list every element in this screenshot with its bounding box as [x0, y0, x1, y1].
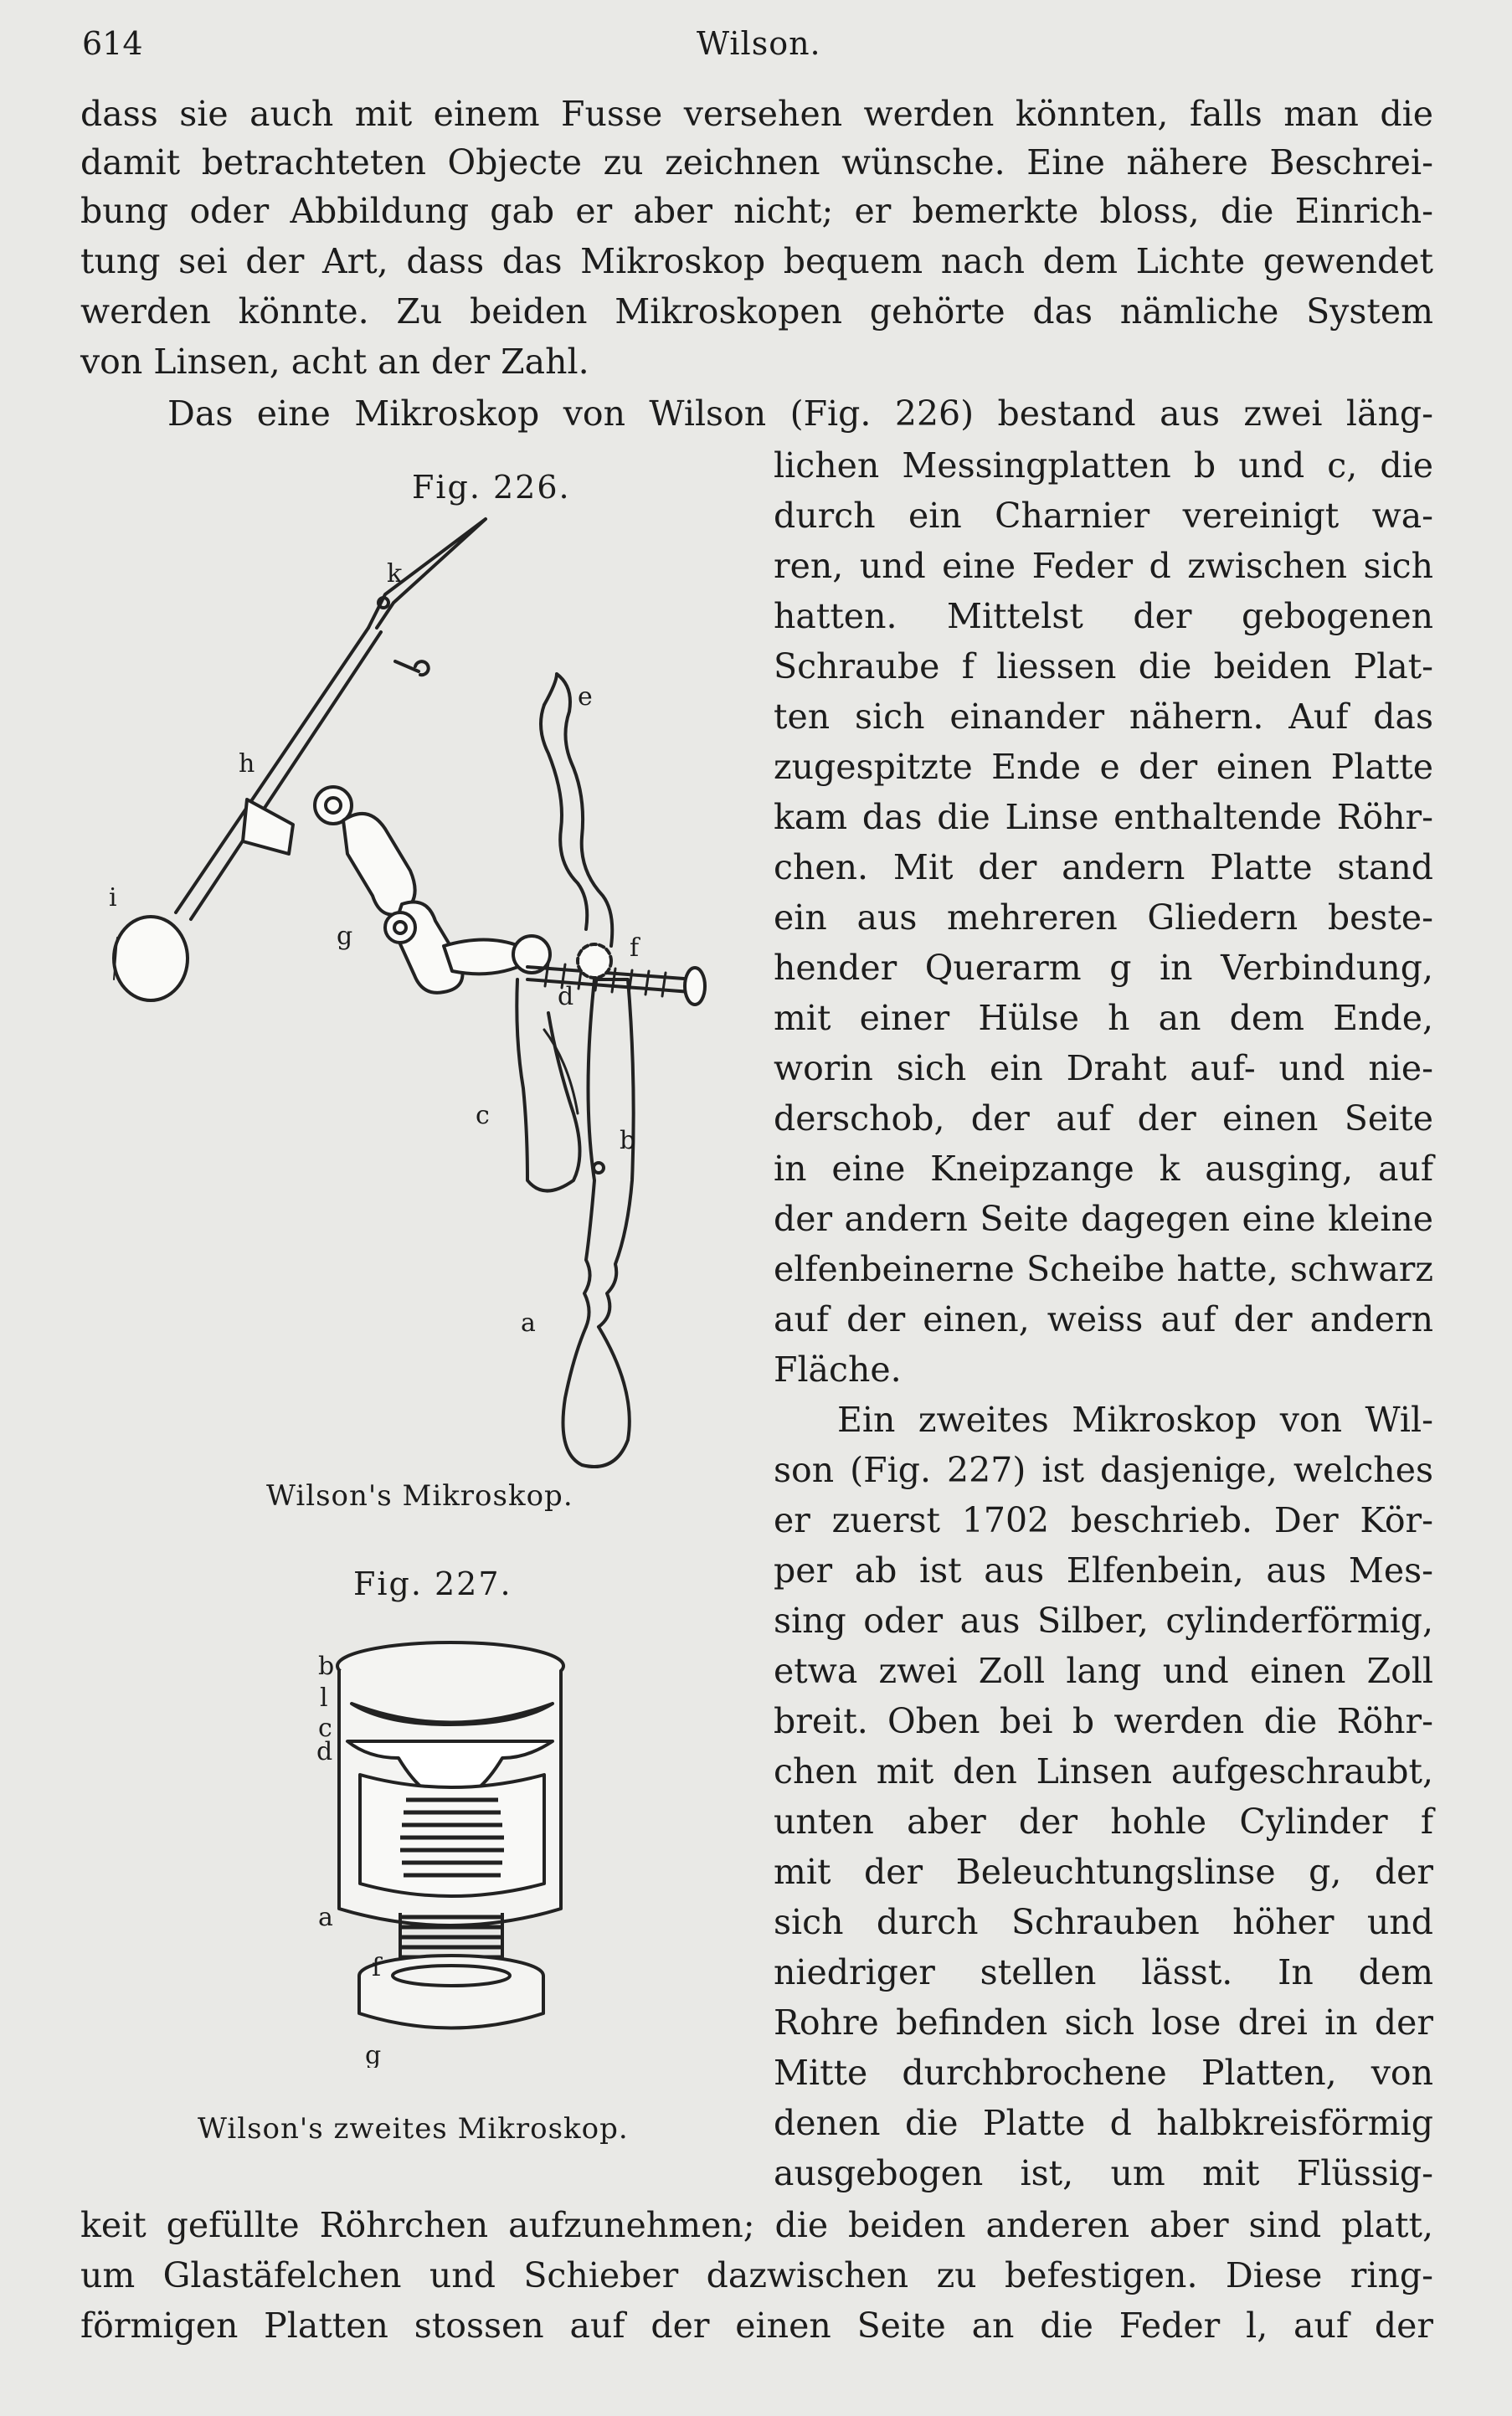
text-line: bung oder Abbildung gab er aber nicht; er bemerkte bloss, die Einrich-: [80, 191, 1433, 231]
text-line: von Linsen, acht an der Zahl.: [80, 342, 589, 382]
text-line: damit betrachteten Objecte zu zeichnen wünsche. Eine nähere Beschrei-: [80, 142, 1433, 182]
fig226-letter-b: b: [620, 1126, 636, 1155]
fig227-label: Fig. 227.: [353, 1565, 512, 1602]
fig226-letter-k: k: [387, 559, 403, 589]
text-line: hatten. Mittelst der gebogenen: [774, 596, 1433, 636]
wire-rod: [176, 628, 381, 919]
text-line: ausgebogen ist, um mit Flüssig-: [774, 2153, 1433, 2193]
internal-thread: [400, 1800, 504, 1875]
text-line: Fläche.: [774, 1349, 902, 1390]
text-line: mit einer Hülse h an dem Ende,: [774, 998, 1433, 1038]
tweezers-shape: [368, 519, 486, 628]
text-line: etwa zwei Zoll lang und einen Zoll: [774, 1651, 1433, 1691]
arm-segments: [343, 814, 415, 915]
text-line: durch ein Charnier vereinigt wa-: [774, 496, 1433, 536]
text-line: lichen Messingplatten b und c, die: [774, 445, 1433, 486]
text-line: denen die Platte d halbkreisförmig: [774, 2103, 1433, 2143]
sleeve-h: [243, 799, 293, 854]
text-line: Das eine Mikroskop von Wilson (Fig. 226) bestand aus zwei läng-: [167, 393, 1433, 434]
fig227-letter-b: b: [318, 1652, 335, 1681]
fig226-letter-a: a: [521, 1308, 536, 1338]
fig226-label: Fig. 226.: [412, 469, 571, 506]
page-number: 614: [82, 25, 143, 62]
fig227-drawing: [301, 1632, 586, 2068]
fig226-letter-f: f: [630, 933, 640, 963]
text-line: zugespitzte Ende e der einen Platte: [774, 747, 1433, 787]
text-line: worin sich ein Draht auf- und nie-: [774, 1048, 1433, 1088]
fig227-letter-a: a: [318, 1903, 333, 1932]
text-line: per ab ist aus Elfenbein, aus Mes-: [774, 1550, 1433, 1591]
text-line: keit gefüllte Röhrchen aufzunehmen; die beiden anderen aber sind platt,: [80, 2205, 1433, 2245]
gear: [578, 944, 611, 978]
text-line: sich durch Schrauben höher und: [774, 1902, 1433, 1942]
text-line: er zuerst 1702 beschrieb. Der Kör-: [774, 1500, 1433, 1540]
text-line: dass sie auch mit einem Fusse versehen werden könnten, falls man die: [80, 94, 1433, 134]
text-line: unten aber der hohle Cylinder f: [774, 1802, 1433, 1842]
fig226-letter-e: e: [578, 682, 593, 712]
text-line: kam das die Linse enthaltende Röhr-: [774, 797, 1433, 837]
fig227-letter-g: g: [365, 2041, 382, 2068]
text-line: förmigen Platten stossen auf der einen Seite an die Feder l, auf der: [80, 2305, 1433, 2346]
text-line: sing oder aus Silber, cylinderförmig,: [774, 1601, 1433, 1641]
fig226-caption: Wilson's Mikroskop.: [266, 1479, 573, 1513]
fig227-letter-l: l: [320, 1683, 328, 1713]
fig226-letter-c: c: [476, 1101, 490, 1130]
text-line: werden könnte. Zu beiden Mikroskopen gehörte das nämliche System: [80, 291, 1433, 332]
text-line: ren, und eine Feder d zwischen sich: [774, 546, 1433, 586]
fig227-letter-f: f: [372, 1953, 382, 1982]
text-line: in eine Kneipzange k ausging, auf: [774, 1149, 1433, 1189]
text-line: Rohre befinden sich lose drei in der: [774, 2002, 1433, 2043]
text-line: um Glastäfelchen und Schieber dazwischen zu befestigen. Diese ring-: [80, 2255, 1433, 2295]
fig227-letter-c: c: [318, 1714, 332, 1743]
text-line: derschob, der auf der einen Seite: [774, 1098, 1433, 1139]
plate-e: [544, 674, 612, 946]
ivory-disc: [114, 917, 188, 1000]
text-line: mit der Beleuchtungslinse g, der: [774, 1852, 1433, 1892]
text-line: ten sich einander nähern. Auf das: [774, 697, 1433, 737]
text-line: breit. Oben bei b werden die Röhr-: [774, 1701, 1433, 1741]
text-line: chen mit den Linsen aufgeschraubt,: [774, 1751, 1433, 1791]
fig227-caption: Wilson's zweites Mikroskop.: [198, 2112, 629, 2146]
text-line: Schraube f liessen die beiden Plat-: [774, 646, 1433, 686]
text-line: ein aus mehreren Gliedern beste-: [774, 897, 1433, 938]
text-line: der andern Seite dagegen eine kleine: [774, 1199, 1433, 1239]
fig226-letter-g: g: [337, 922, 353, 951]
fig226-letter-h: h: [239, 749, 255, 779]
fig226-drawing: [92, 511, 712, 1473]
text-line: son (Fig. 227) ist dasjenige, welches: [774, 1450, 1433, 1490]
fig226-letter-d: d: [558, 982, 574, 1011]
text-line: auf der einen, weiss auf der andern: [774, 1299, 1433, 1339]
fig227-letter-d: d: [316, 1737, 333, 1766]
text-line: niedriger stellen lässt. In dem: [774, 1952, 1433, 1992]
text-line: hender Querarm g in Verbindung,: [774, 948, 1433, 988]
text-line: elfenbeinerne Scheibe hatte, schwarz: [774, 1249, 1433, 1289]
handle-a: [563, 1327, 630, 1467]
fig226-letter-i: i: [109, 883, 117, 912]
text-line: chen. Mit der andern Platte stand: [774, 847, 1433, 887]
text-line: Mitte durchbrochene Platten, von: [774, 2053, 1433, 2093]
running-title: Wilson.: [697, 25, 821, 62]
text-line: tung sei der Art, dass das Mikroskop bequem nach dem Lichte gewendet: [80, 241, 1433, 281]
text-line: Ein zweites Mikroskop von Wil-: [837, 1400, 1433, 1440]
